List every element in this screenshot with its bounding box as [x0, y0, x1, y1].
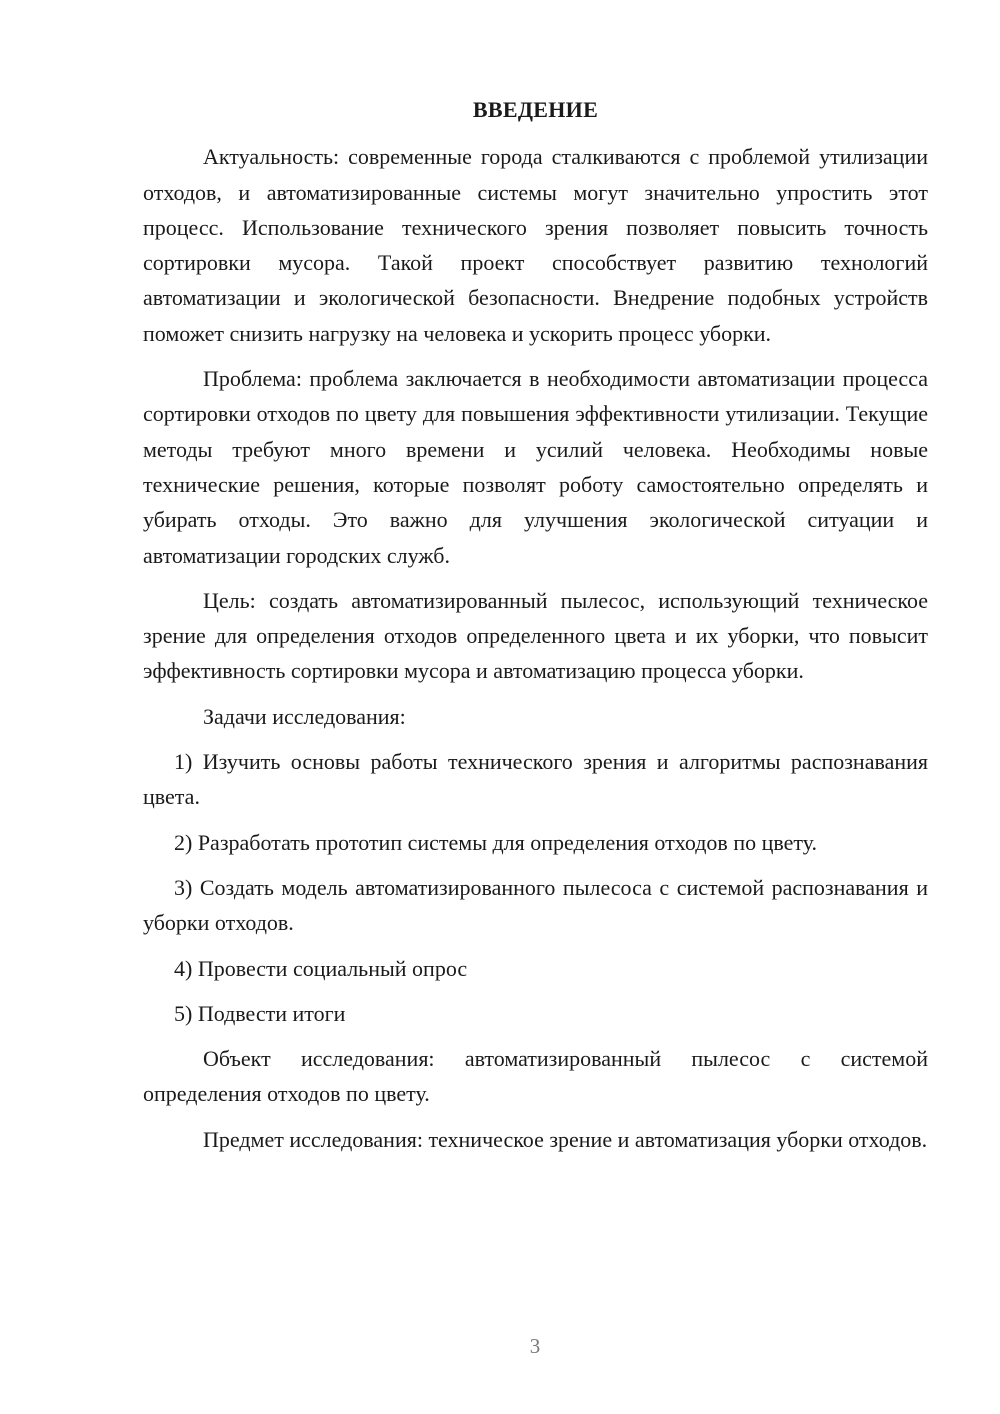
relevance-paragraph: Актуальность: современные города сталкиваются с проблемой утилизации отходов, и автоматизированные системы могут значительно упростить этот процесс. Использование технического зрения позволяет повысить точность сортировки мусора. Такой проект способствует развитию технологий автоматизации и экологической безопасности. Внедрение подобных устройств поможет снизить нагрузку на человека и ускорить процесс уборки. [143, 144, 928, 346]
object-paragraph: Объект исследования: автоматизированный пылесос с системой определения отходов по цвету. [143, 1046, 928, 1107]
task-item: 2) Разработать прототип системы для определения отходов по цвету. [174, 829, 818, 855]
goal-paragraph: Цель: создать автоматизированный пылесос, использующий техническое зрение для определения отходов определенного цвета и их уборки, что повысит эффективность сортировки мусора и автоматизацию процесса уборки. [143, 587, 928, 684]
page-number: 3 [529, 1334, 541, 1358]
section-title: ВВЕДЕНИЕ [472, 97, 599, 122]
document-page [143, 92, 928, 1167]
task-item: 4) Провести социальный опрос [174, 955, 468, 981]
task-item: 1) Изучить основы работы технического зрения и алгоритмы распознавания цвета. [143, 749, 928, 810]
task-item: 5) Подвести итоги [174, 1000, 346, 1026]
tasks-heading: Задачи исследования: [203, 703, 406, 729]
subject-paragraph: Предмет исследования: техническое зрение и автоматизация уборки отходов. [203, 1126, 928, 1152]
problem-paragraph: Проблема: проблема заключается в необходимости автоматизации процесса сортировки отходов по цвету для повышения эффективности утилизации. Текущие методы требуют много времени и усилий человека. Необходимы новые технические решения, которые позволят роботу самостоятельно определять и убирать отходы. Это важно для улучшения экологической ситуации и автоматизации городских служб. [143, 366, 928, 568]
task-item: 3) Создать модель автоматизированного пылесоса с системой распознавания и уборки отходов. [143, 874, 928, 936]
